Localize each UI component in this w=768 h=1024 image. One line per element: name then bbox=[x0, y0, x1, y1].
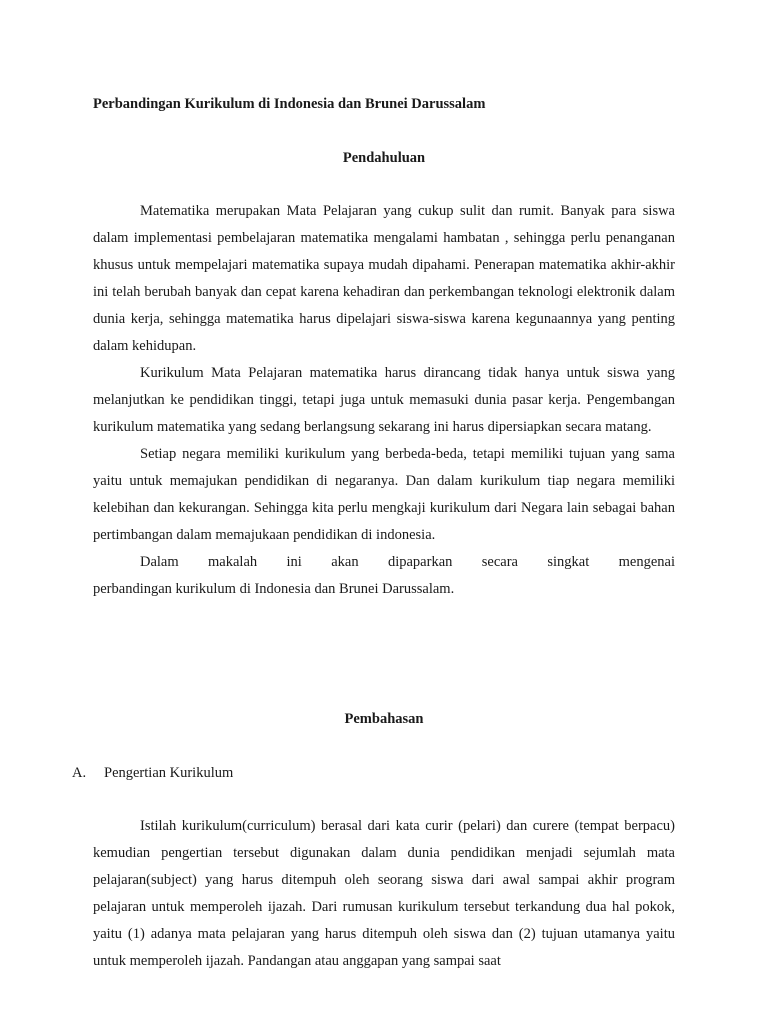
intro-paragraph-4-line-2: perbandingan kurikulum di Indonesia dan Brunei Darussalam. bbox=[93, 581, 455, 597]
section-a-paragraph-1: Istilah kurikulum(curriculum) berasal dari kata curir (pelari) dan curere (tempat berpacu) kemudian pengertian tersebut digunakan dalam dunia pendidikan menjadi sejumlah mata pelajaran(subject) yang harus ditempuh oleh seorang siswa dari awal sampai akhir program pelajaran untuk memperoleh ijazah. Dari rumusan kurikulum tersebut terkandung dua hal pokok, yaitu (1) adanya mata pelajaran yang harus ditempuh oleh siswa dan (2) tujuan utamanya yaitu untuk memperoleh ijazah. Pandangan atau anggapan yang sampai saat bbox=[93, 818, 675, 969]
discussion-heading: Pembahasan bbox=[344, 711, 424, 727]
intro-heading: Pendahuluan bbox=[342, 150, 426, 166]
document-title: Perbandingan Kurikulum di Indonesia dan Brunei Darussalam bbox=[93, 96, 486, 112]
intro-paragraph-4 bbox=[93, 549, 675, 603]
intro-paragraph-3: Setiap negara memiliki kurikulum yang berbeda-beda, tetapi memiliki tujuan yang sama yaitu untuk memajukan pendidikan di negaranya. Dan dalam kurikulum tiap negara memiliki kelebihan dan kekurangan. Sehingga kita perlu mengkaji kurikulum dari Negara lain sebagai bahan pertimbangan dalam memajukaan pendidikan di indonesia. bbox=[93, 446, 675, 543]
intro-body bbox=[93, 198, 675, 603]
intro-paragraph-4-line-1: Dalam makalah ini akan dipaparkan secara singkat mengenai bbox=[140, 554, 675, 570]
section-a-body bbox=[93, 813, 675, 975]
intro-paragraph-2: Kurikulum Mata Pelajaran matematika harus dirancang tidak hanya untuk siswa yang melanjutkan ke pendidikan tinggi, tetapi juga untuk memasuki dunia pasar kerja. Pengembangan kurikulum matematika yang sedang berlangsung sekarang ini harus dipersiapkan secara matang. bbox=[93, 365, 675, 435]
intro-paragraph-1: Matematika merupakan Mata Pelajaran yang cukup sulit dan rumit. Banyak para siswa dalam implementasi pembelajaran matematika mengalami hambatan , sehingga perlu penanganan khusus untuk mempelajari matematika supaya mudah dipahami. Penerapan matematika akhir-akhir ini telah berubah banyak dan cepat karena kehadiran dan perkembangan teknologi elektronik dalam dunia kerja, sehingga matematika harus dipelajari siswa-siswa karena kegunaannya yang penting dalam kehidupan. bbox=[93, 203, 675, 354]
section-a-title: Pengertian Kurikulum bbox=[104, 765, 234, 781]
section-a-heading bbox=[72, 765, 233, 782]
section-a-letter: A. bbox=[72, 765, 87, 781]
